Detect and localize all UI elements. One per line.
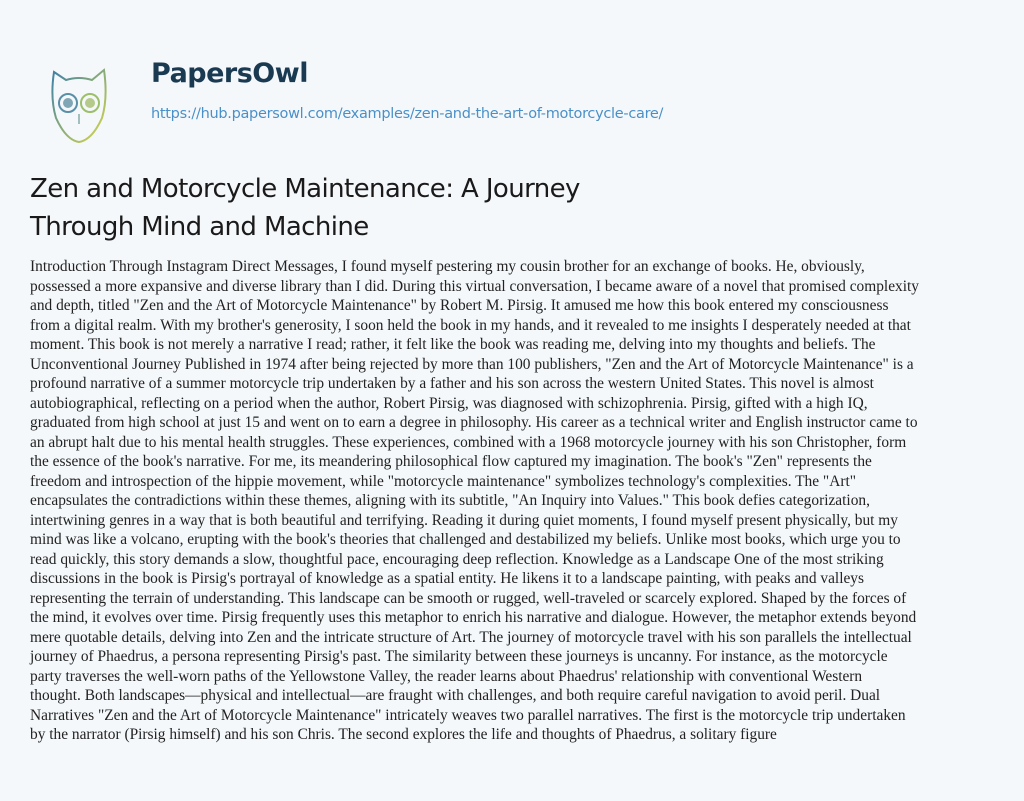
- essay-line: discussions in the book is Pirsig's portrayal of knowledge as a spatial entity. He likens it to a landscape painting, with peaks and valleys: [30, 570, 864, 587]
- essay-line: journey of Phaedrus, a persona representing Pirsig's past. The similarity between these journeys is uncanny. For instance, as the motorcycle: [30, 648, 888, 665]
- page-title: [30, 170, 580, 246]
- title-line: Through Mind and Machine: [30, 212, 369, 242]
- brand-name[interactable]: PapersOwl: [151, 58, 308, 89]
- essay-line: mere quotable details, delving into Zen and the intricate structure of Art. The journey of motorcycle travel with his son parallels the intellectual: [30, 628, 912, 646]
- essay-line: read quickly, this story demands a slow, thoughtful pace, encouraging deep reflection. Knowledge as a Landscape One of the most striking: [30, 550, 884, 568]
- essay-line: freedom and introspection of the hippie movement, while "motorcycle maintenance" symbolizes technology's complexities. The "Art": [30, 472, 856, 490]
- essay-line: intertwining genres in a way that is both beautiful and terrifying. Reading it during quiet moments, I found myself present physically, but my: [30, 511, 898, 529]
- essay-line: Introduction Through Instagram Direct Messages, I found myself pestering my cousin brother for an exchange of books. He, obviously,: [30, 258, 865, 275]
- essay-line: encapsulates the contradictions within these themes, aligning with its subtitle, "An Inquiry into Values." This book defies categorization,: [30, 492, 870, 509]
- essay-line: representing the terrain of understanding. This landscape can be smooth or rugged, well-traveled or scarcely explored. Shaped by the forces of: [30, 589, 907, 607]
- essay-line: an abrupt halt due to his mental health struggles. These experiences, combined with a 1968 motorcycle journey with his son Christopher, form: [30, 433, 907, 451]
- essay-line: by the narrator (Pirsig himself) and his son Chris. The second explores the life and thoughts of Phaedrus, a solitary figure: [30, 726, 777, 743]
- essay-line: profound narrative of a summer motorcycle trip undertaken by a father and his son across the western United States. This novel is almost: [30, 375, 874, 392]
- essay-line: Unconventional Journey Published in 1974 after being rejected by more than 100 publishers, "Zen and the Art of Motorcycle Maintenance" is a: [30, 355, 914, 373]
- essay-line: and depth, titled "Zen and the Art of Motorcycle Maintenance" by Robert M. Pirsig. It amused me how this book entered my consciousness: [30, 297, 889, 314]
- essay-body: [30, 257, 1005, 745]
- essay-line: autobiographical, reflecting on a period when the author, Robert Pirsig, was diagnosed with schizophrenia. Pirsig, gifted with a high IQ,: [30, 394, 868, 412]
- essay-line: mind was like a volcano, erupting with the book's theories that challenged and destabilized my beliefs. Unlike most books, which urge you to: [30, 531, 901, 548]
- essay-line: moment. This book is not merely a narrative I read; rather, it felt like the book was reading me, delving into my thoughts and beliefs. The: [30, 336, 876, 353]
- essay-line: Narratives "Zen and the Art of Motorcycle Maintenance" intricately weaves two parallel narratives. The first is the motorcycle trip undertaken: [30, 706, 906, 724]
- owl-logo-icon: [50, 68, 108, 144]
- source-url-link[interactable]: https://hub.papersowl.com/examples/zen-and-the-art-of-motorcycle-care/: [151, 106, 664, 122]
- essay-line: the essence of the book's narrative. For me, its meandering philosophical flow captured my imagination. The book's "Zen" represents the: [30, 453, 872, 470]
- title-line: Zen and Motorcycle Maintenance: A Journey: [30, 174, 580, 204]
- essay-line: thought. Both landscapes—physical and intellectual—are fraught with challenges, and both require careful navigation to avoid peril. Dual: [30, 687, 881, 704]
- essay-line: the mind, it evolves over time. Pirsig frequently uses this metaphor to enrich his narrative and dialogue. However, the metaphor extends beyond: [30, 609, 917, 626]
- essay-line: possessed a more expansive and diverse library than I did. During this virtual conversation, I became aware of a novel that promised complexity: [30, 277, 919, 295]
- essay-line: from a digital realm. With my brother's generosity, I soon held the book in my hands, and it revealed to me insights I desperately needed at that: [30, 316, 911, 334]
- essay-line: graduated from high school at just 15 and went on to earn a degree in philosophy. His career as a technical writer and English instructor came to: [30, 414, 918, 431]
- essay-line: party traverses the well-worn paths of the Yellowstone Valley, the reader learns about Phaedrus' relationship with conventional Western: [30, 667, 863, 685]
